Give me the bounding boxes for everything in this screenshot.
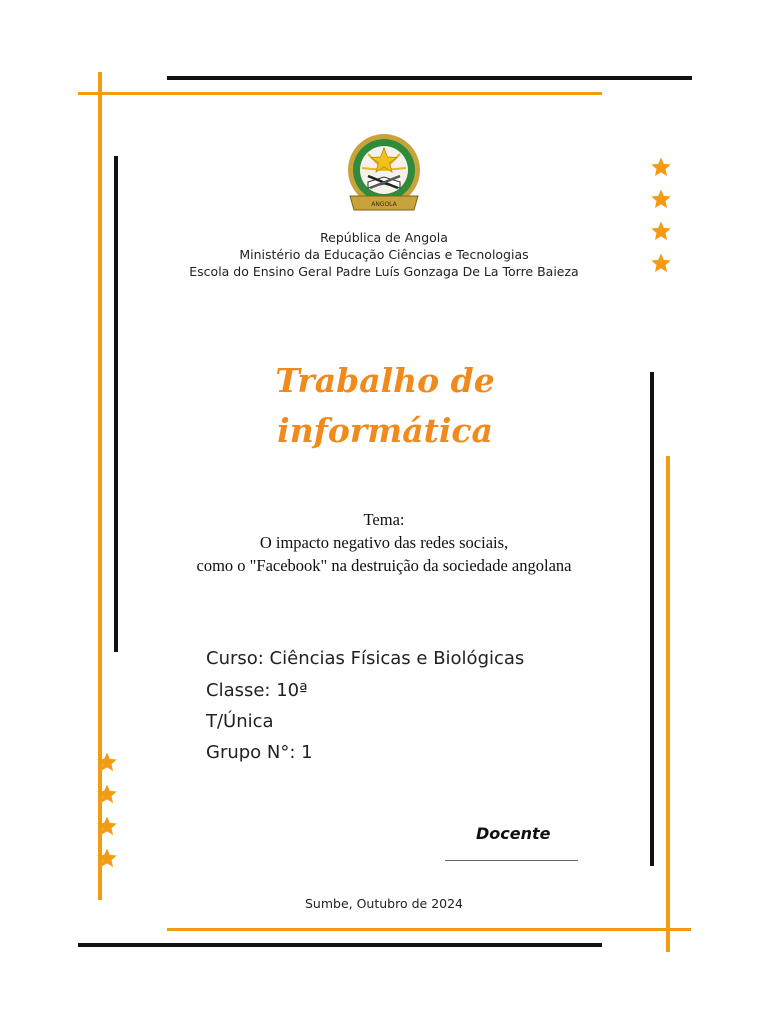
angola-emblem-icon <box>338 130 430 222</box>
title-line-2: informática <box>277 411 493 450</box>
frame-left-orange-line <box>98 72 102 900</box>
curso-text: Curso: Ciências Físicas e Biológicas <box>206 648 525 669</box>
star-icon <box>96 847 118 869</box>
header-school: Escola do Ensino Geral Padre Luís Gonzaga De La Torre Baieza <box>189 264 579 279</box>
frame-right-black-line <box>650 372 654 866</box>
grupo-text: Grupo N°: 1 <box>206 742 313 763</box>
frame-top-orange-line <box>78 92 602 95</box>
star-icon <box>96 751 118 773</box>
star-icon <box>96 783 118 805</box>
tema-line-2: como o "Facebook" na destruição da sociedade angolana <box>196 556 572 575</box>
star-icon <box>650 156 672 178</box>
frame-bottom-orange-line <box>167 928 691 931</box>
header-republic: República de Angola <box>320 230 448 245</box>
star-icon <box>650 188 672 210</box>
frame-top-black-line <box>167 76 692 80</box>
tema-line-1: O impacto negativo das redes sociais, <box>259 533 509 552</box>
frame-bottom-black-line <box>78 943 602 947</box>
header-ministry: Ministério da Educação Ciências e Tecnologias <box>239 247 529 262</box>
classe-text: Classe: 10ª <box>206 680 308 701</box>
svg-text:ANGOLA: ANGOLA <box>371 201 397 208</box>
tema-label: Tema: <box>363 510 405 529</box>
title-line-1: Trabalho de <box>275 361 495 400</box>
signature-line <box>445 860 578 861</box>
docente-label: Docente <box>476 824 551 843</box>
star-icon <box>96 815 118 837</box>
turma-text: T/Única <box>206 711 274 732</box>
footer-place-date: Sumbe, Outubro de 2024 <box>304 896 464 911</box>
